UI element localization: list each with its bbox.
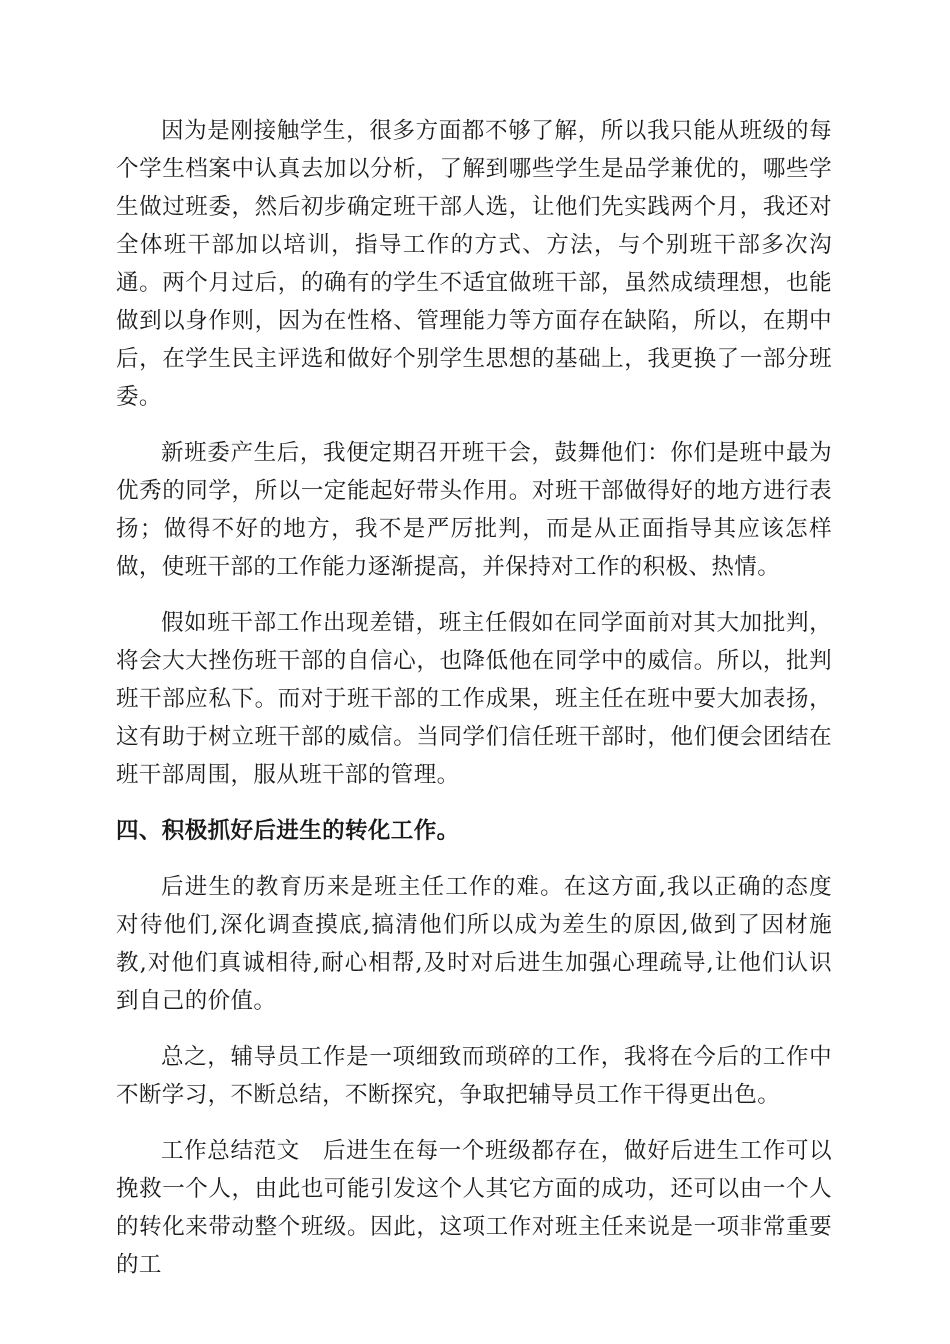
paragraph-class-committee-selection: 因为是刚接触学生，很多方面都不够了解，所以我只能从班级的每个学生档案中认真去加以分析，了解到哪些学生是品学兼优的，哪些学生做过班委，然后初步确定班干部人选，让他们先实践两个月，我还对全体班干部加以培训，指导工作的方式、方法，与个别班干部多次沟通。两个月过后，的确有的学生不适宜做班干部，虽然成绩理想，也能做到以身作则，因为在性格、管理能力等方面存在缺陷，所以，在期中后，在学生民主评选和做好个别学生思想的基础上，我更换了一部分班委。 [116,118,832,410]
paragraph-summary-sample: 工作总结范文 后进生在每一个班级都存在，做好后进生工作可以挽救一个人，由此也可能引发这个人其它方面的成功，还可以由一个人的转化来带动整个班级。因此，这项工作对班主任来说是一项非常重要的工 [116,1138,832,1278]
paragraph-new-committee-meetings: 新班委产生后，我便定期召开班干会，鼓舞他们：你们是班中最为优秀的同学，所以一定能起好带头作用。对班干部做得好的地方进行表扬；做得不好的地方，我不是严厉批判，而是从正面指导其应该怎样做，使班干部的工作能力逐渐提高，并保持对工作的积极、热情。 [116,440,832,580]
document-page [116,112,832,1302]
paragraph-struggling-students: 后进生的教育历来是班主任工作的难。在这方面,我以正确的态度对待他们,深化调查摸底,搞清他们所以成为差生的原因,做到了因材施教,对他们真诚相待,耐心相帮,及时对后进生加强心理疏导,让他们认识到自己的价值。 [116,874,832,1014]
paragraph-private-criticism: 假如班干部工作出现差错，班主任假如在同学面前对其大加批判，将会大大挫伤班干部的自信心，也降低他在同学中的威信。所以，批判班干部应私下。而对于班干部的工作成果，班主任在班中要大加表扬，这有助于树立班干部的威信。当同学们信任班干部时，他们便会团结在班干部周围，服从班干部的管理。 [116,610,832,788]
section-heading-four: 四、积极抓好后进生的转化工作。 [116,818,460,844]
paragraph-conclusion: 总之，辅导员工作是一项细致而琐碎的工作，我将在今后的工作中不断学习，不断总结，不断探究，争取把辅导员工作干得更出色。 [116,1044,832,1108]
